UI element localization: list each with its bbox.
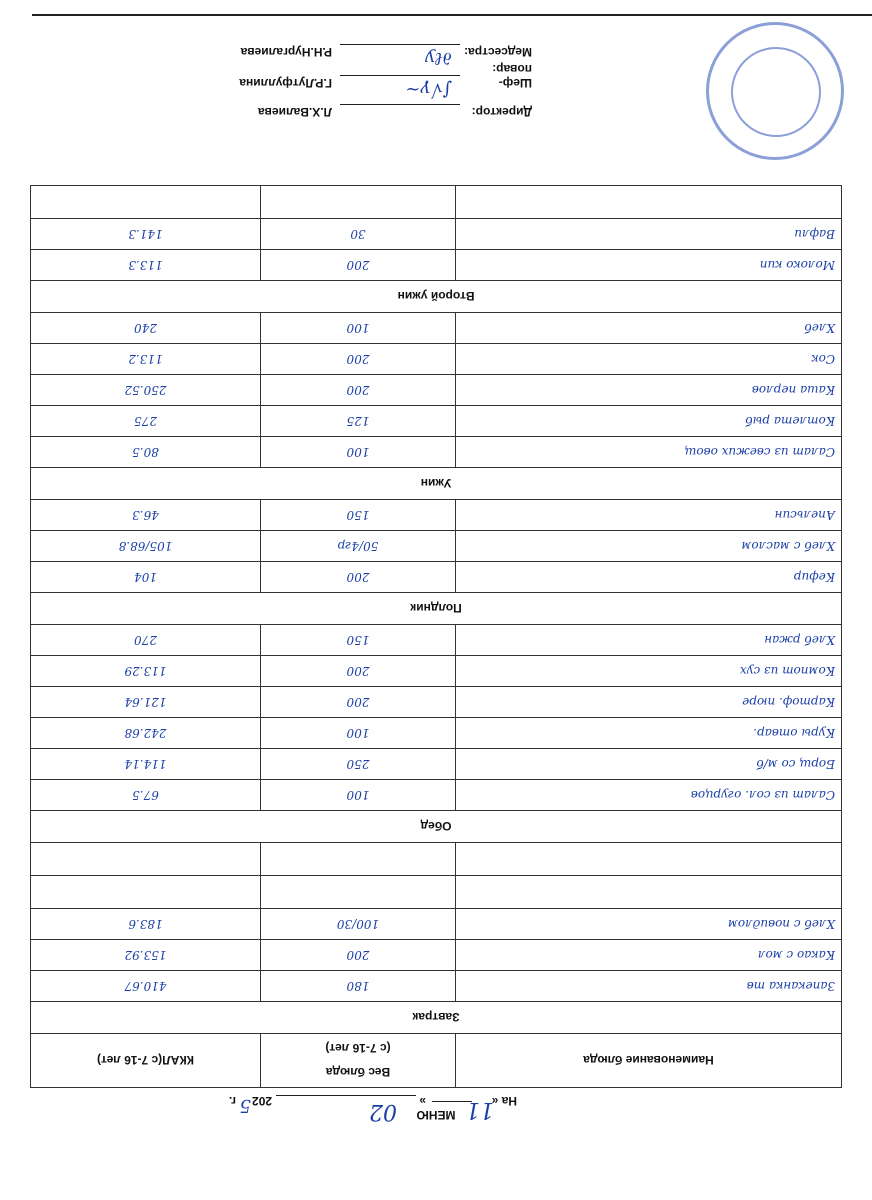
section-title: Обед — [31, 811, 842, 843]
dish-name-cell: Салат из сол. огурцов — [456, 780, 842, 811]
dish-kcal-cell: 240 — [31, 313, 261, 344]
chef-name: Г.Р.Лутфуллина — [239, 76, 332, 90]
nurse-name: Р.Н.Нургалиева — [240, 45, 332, 59]
director-name: Л.Х.Валиева — [258, 105, 332, 119]
section-title: Ужин — [31, 468, 842, 500]
table-row — [31, 250, 842, 281]
dish-name-cell: Каша перлов — [456, 375, 842, 406]
section-row — [31, 281, 842, 313]
dish-name-cell: Хлеб ржан — [456, 625, 842, 656]
page-title: МЕНЮ — [416, 1108, 456, 1122]
section-row — [31, 1002, 842, 1034]
dish-name-cell — [456, 186, 842, 219]
dish-weight-cell: 200 — [261, 250, 456, 281]
dish-weight-cell: 200 — [261, 656, 456, 687]
dish-weight-cell — [261, 186, 456, 219]
table-row — [31, 940, 842, 971]
dish-name-cell: Хлеб с маслом — [456, 531, 842, 562]
dish-weight-cell: 30 — [261, 219, 456, 250]
dish-name-cell: Молоко кип — [456, 250, 842, 281]
dish-weight-cell: 200 — [261, 940, 456, 971]
table-row — [31, 843, 842, 876]
table-row — [31, 186, 842, 219]
table-row — [31, 344, 842, 375]
dish-name-cell: Компот из сух — [456, 656, 842, 687]
dish-kcal-cell: 113.29 — [31, 656, 261, 687]
dish-weight-cell: 250 — [261, 749, 456, 780]
table-row — [31, 625, 842, 656]
signature-line — [340, 75, 460, 76]
dish-kcal-cell: 80.5 — [31, 437, 261, 468]
table-row — [31, 500, 842, 531]
section-title: Полдник — [31, 593, 842, 625]
dish-kcal-cell: 141.3 — [31, 219, 261, 250]
table-row — [31, 718, 842, 749]
col-header-weight-sub: (с 7-16 лет) — [325, 1041, 391, 1056]
table-row — [31, 909, 842, 940]
handwritten-signature-icon: ∫√γ~ — [405, 79, 452, 100]
dish-weight-cell: 125 — [261, 406, 456, 437]
table-row — [31, 656, 842, 687]
dish-kcal-cell: 153.92 — [31, 940, 261, 971]
section-row — [31, 811, 842, 843]
dish-weight-cell: 200 — [261, 687, 456, 718]
date-quote-close: » — [419, 1094, 426, 1108]
dish-name-cell: Какао с мол — [456, 940, 842, 971]
dish-weight-cell: 200 — [261, 375, 456, 406]
section-title: Завтрак — [31, 1002, 842, 1034]
dish-name-cell: Кефир — [456, 562, 842, 593]
table-row — [31, 876, 842, 909]
dish-kcal-cell: 410.67 — [31, 971, 261, 1002]
table-row — [31, 437, 842, 468]
dish-name-cell: Салат из свежих овощ — [456, 437, 842, 468]
table-row — [31, 562, 842, 593]
dish-weight-cell: 180 — [261, 971, 456, 1002]
dish-weight-cell: 150 — [261, 500, 456, 531]
dish-kcal-cell: 105/68.8 — [31, 531, 261, 562]
dish-weight-cell — [261, 843, 456, 876]
dish-kcal-cell — [31, 876, 261, 909]
table-row — [31, 687, 842, 718]
signature-line — [340, 44, 460, 45]
dish-name-cell — [456, 876, 842, 909]
date-year-digit: 5 — [239, 1095, 251, 1116]
date-prefix: На « — [491, 1094, 517, 1108]
dish-name-cell — [456, 843, 842, 876]
table-row — [31, 971, 842, 1002]
date-month: 02 — [369, 1099, 397, 1124]
dish-weight-cell: 150 — [261, 625, 456, 656]
dish-weight-cell: 200 — [261, 344, 456, 375]
dish-name-cell: Борщ со м/б — [456, 749, 842, 780]
director-role: Директор: — [471, 105, 532, 119]
dish-weight-cell — [261, 876, 456, 909]
table-row — [31, 406, 842, 437]
col-header-weight — [261, 1034, 456, 1088]
dish-kcal-cell: 121.64 — [31, 687, 261, 718]
dish-kcal-cell: 275 — [31, 406, 261, 437]
dish-weight-cell: 100 — [261, 718, 456, 749]
dish-weight-cell: 200 — [261, 562, 456, 593]
table-row — [31, 219, 842, 250]
col-header-kcal: ККАЛ(с 7-16 лет) — [31, 1034, 261, 1088]
table-row — [31, 531, 842, 562]
dish-name-cell: Хлеб с повидлом — [456, 909, 842, 940]
dish-kcal-cell: 67.5 — [31, 780, 261, 811]
date-day: 11 — [466, 1097, 494, 1122]
dish-kcal-cell — [31, 186, 261, 219]
signature-line — [340, 104, 460, 105]
dish-kcal-cell: 113.3 — [31, 250, 261, 281]
table-row — [31, 375, 842, 406]
dish-name-cell: Сок — [456, 344, 842, 375]
date-year-prefix: 202 — [251, 1094, 272, 1108]
dish-weight-cell: 100/30 — [261, 909, 456, 940]
dish-kcal-cell — [31, 843, 261, 876]
section-title: Второй ужин — [31, 281, 842, 313]
school-stamp-icon — [706, 22, 844, 160]
dish-name-cell: Картоф. пюре — [456, 687, 842, 718]
handwritten-signature-icon: ∂ℓy — [425, 48, 452, 69]
page-edge-line — [32, 14, 872, 16]
section-row — [31, 468, 842, 500]
dish-kcal-cell: 46.3 — [31, 500, 261, 531]
dish-weight-cell: 50/4гр — [261, 531, 456, 562]
dish-kcal-cell: 250.52 — [31, 375, 261, 406]
dish-name-cell: Хлеб — [456, 313, 842, 344]
dish-kcal-cell: 114.14 — [31, 749, 261, 780]
dish-kcal-cell: 183.6 — [31, 909, 261, 940]
table-row — [31, 749, 842, 780]
chef-role: Шеф-повар: — [492, 62, 532, 90]
dish-name-cell: Вафли — [456, 219, 842, 250]
dish-name-cell: Котлета рыб — [456, 406, 842, 437]
col-header-weight-title: Вес блюда — [325, 1065, 391, 1080]
dish-name-cell: Куры отвар. — [456, 718, 842, 749]
dish-name-cell: Апельсин — [456, 500, 842, 531]
menu-table — [30, 185, 842, 1088]
dish-kcal-cell: 242.68 — [31, 718, 261, 749]
table-row — [31, 780, 842, 811]
dish-kcal-cell: 113.2 — [31, 344, 261, 375]
dish-weight-cell: 100 — [261, 780, 456, 811]
col-header-name: Наименование блюда — [456, 1034, 842, 1088]
dish-weight-cell: 100 — [261, 437, 456, 468]
dish-name-cell: Запеканка тв — [456, 971, 842, 1002]
nurse-role: Медсестра: — [464, 45, 532, 59]
date-year-end: г. — [228, 1094, 236, 1108]
table-row — [31, 313, 842, 344]
section-row — [31, 593, 842, 625]
dish-weight-cell: 100 — [261, 313, 456, 344]
dish-kcal-cell: 104 — [31, 562, 261, 593]
dish-kcal-cell: 270 — [31, 625, 261, 656]
